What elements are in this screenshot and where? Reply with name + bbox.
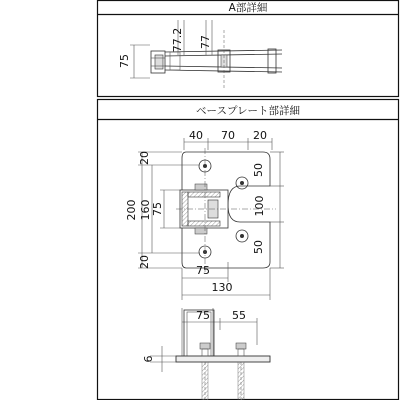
dim-left-mid-outer: 160 — [139, 199, 152, 221]
dim-top-1: 40 — [189, 129, 203, 142]
dim-top-3: 20 — [253, 129, 267, 142]
dim-right-mid: 100 — [253, 195, 266, 217]
dim-left-bottom: 20 — [138, 255, 151, 269]
detail-a-drawing — [130, 20, 282, 90]
dim-left-top: 20 — [138, 151, 151, 165]
anchor-bolt — [236, 343, 246, 400]
dim-bottom-overall: 130 — [211, 281, 233, 294]
anchor-bolt — [200, 343, 210, 400]
dim-elev-thickness: 6 — [142, 355, 155, 363]
section-a-frame — [98, 1, 399, 97]
dim-right-bottom: 50 — [252, 240, 265, 254]
dim-elev-1: 75 — [196, 309, 210, 322]
base-plate-plan — [138, 138, 284, 300]
section-base-title: ベースプレート部詳細 — [195, 105, 301, 117]
dim-left-mid-inner: 75 — [151, 202, 164, 216]
dim-a-height: 75 — [118, 54, 131, 68]
dim-a-offset1: 77.2 — [171, 27, 184, 53]
bolt-hole — [236, 177, 248, 189]
dim-a-offset2: 77 — [199, 35, 212, 49]
dim-left-overall: 200 — [125, 199, 138, 221]
section-a-title: A部詳細 — [228, 2, 268, 14]
bolt-hole — [236, 230, 248, 242]
dim-bottom-inner: 75 — [196, 264, 210, 277]
dim-top-2: 70 — [221, 129, 235, 142]
dim-right-top: 50 — [252, 163, 265, 177]
dim-elev-2: 55 — [232, 309, 246, 322]
base-plate-elevation — [150, 308, 270, 400]
